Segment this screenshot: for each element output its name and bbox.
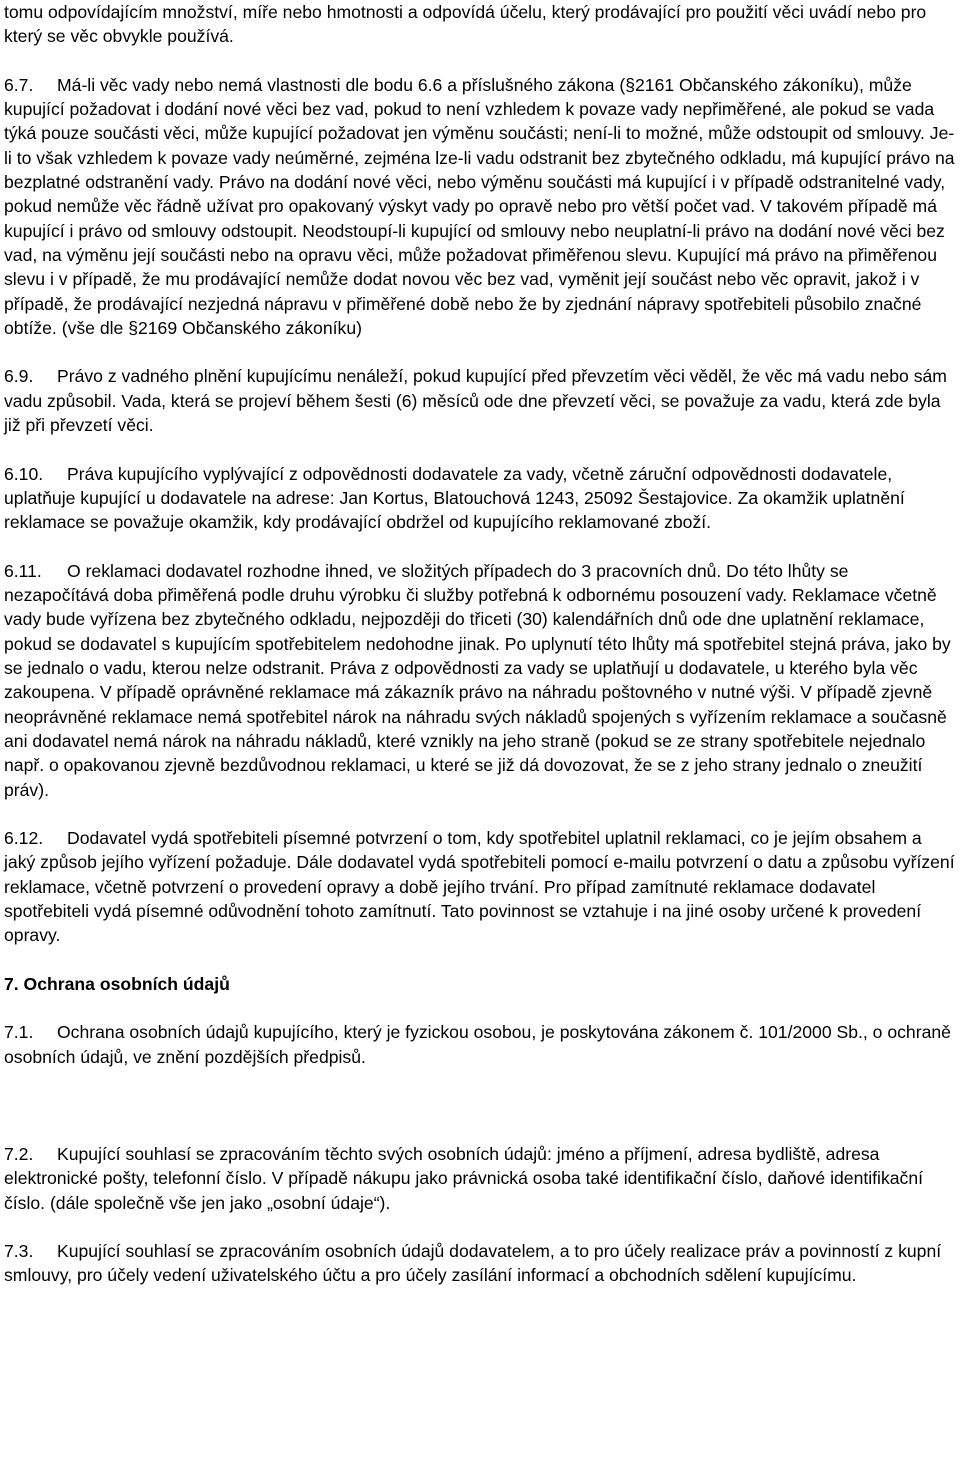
- document-page: [4, 0, 956, 1288]
- paragraph-text: Práva kupujícího vyplývající z odpovědnosti dodavatele za vady, včetně záruční odpovědnosti dodavatele, uplatňuje kupující u dodavatele na adrese: Jan Kortus, Blatouchová 1243, 25092 Šestajovice. Za okamžik uplatnění reklamace se považuje okamžik, kdy prodávající obdržel od kupujícího reklamované zboží.: [4, 463, 905, 533]
- paragraph-7-1: [4, 1020, 956, 1069]
- paragraph-text: Kupující souhlasí se zpracováním osobních údajů dodavatelem, a to pro účely realizace práv a povinností z kupní smlouvy, pro účely vedení uživatelského účtu a pro účely zasílání informací a obchodních sdělení kupujícímu.: [4, 1241, 942, 1286]
- paragraph-number: 7.2.: [4, 1143, 34, 1164]
- paragraph-6-7: [4, 73, 956, 340]
- paragraph-6-12: [4, 826, 956, 947]
- paragraph-7-2: [4, 1142, 956, 1215]
- paragraph-number: 6.11.: [4, 560, 42, 581]
- paragraph-text: O reklamaci dodavatel rozhodne ihned, ve složitých případech do 3 pracovních dnů. Do této lhůty se nezapočítává doba přiměřená podle druhu výrobku či služby potřebná k odbornému posouzení vady. Reklamace včetně vady bude vyřízena bez zbytečného odkladu, nejpozději do třiceti (30) kalendářních dnů ode dne uplatnění reklamace, pokud se dodavatel s kupujícím spotřebitelem nedohodne jinak. Po uplynutí této lhůty má spotřebitel stejná práva, jako by se jednalo o vadu, kterou nelze odstranit. Práva z odpovědnosti za vady se uplatňují u dodavatele, u kterého byla věc zakoupena. V případě oprávněné reklamace má zákazník právo na náhradu poštovného v nutné výši. V případě zjevně neoprávněné reklamace nemá spotřebitel nárok na náhradu svých nákladů spojených s vyřízením reklamace a současně ani dodavatel nemá nárok na náhradu nákladů, které vznikly na jeho straně (pokud se ze strany spotřebitele nejednalo např. o opakovanou zjevně bezdůvodnou reklamaci, u které se již dá dovozovat, že se z jeho strany jednalo o zneužití práv).: [4, 560, 951, 800]
- paragraph-text: Má-li věc vady nebo nemá vlastnosti dle bodu 6.6 a příslušného zákona (§2161 Občanského zákoníku), může kupující požadovat i dodání nové věci bez vad, pokud to není vzhledem k povaze vady nepřiměřené, ale pokud se vada týká pouze součásti věci, může kupující požadovat jen výměnu součásti; není-li to možné, může odstoupit od smlouvy. Je-li to však vzhledem k povaze vady neúměrné, zejména lze-li vadu odstranit bez zbytečného odkladu, má kupující právo na bezplatné odstranění vady. Právo na dodání nové věci, nebo výměnu součásti má kupující i v případě odstranitelné vady, pokud nemůže věc řádně užívat pro opakovaný výskyt vady po opravě nebo pro větší počet vad. V takovém případě má kupující i právo od smlouvy odstoupit. Neodstoupí-li kupující od smlouvy nebo neuplatní-li právo na dodání nové věci bez vad, na výměnu její součásti nebo na opravu věci, může požadovat přiměřenou slevu. Kupující má právo na přiměřenou slevu i v případě, že mu prodávající nemůže dodat novou věc bez vad, vyměnit její součást nebo věc opravit, jakož i v případě, že prodávající nezjedná nápravu v přiměřené době nebo že by zjednání nápravy spotřebiteli působilo značné obtíže. (vše dle §2169 Občanského zákoníku): [4, 74, 955, 338]
- paragraph-text: Kupující souhlasí se zpracováním těchto svých osobních údajů: jméno a příjmení, adresa bydliště, adresa elektronické pošty, telefonní číslo. V případě nákupu jako právnická osoba také identifikační číslo, daňové identifikační číslo. (dále společně vše jen jako „osobní údaje“).: [4, 1143, 923, 1213]
- continuation-paragraph: tomu odpovídajícím množství, míře nebo hmotnosti a odpovídá účelu, který prodávající pro použití věci uvádí nebo pro který se věc obvykle používá.: [4, 2, 927, 47]
- paragraph-number: 7.1.: [4, 1022, 34, 1043]
- paragraph-number: 6.9.: [4, 366, 34, 387]
- paragraph-number: 6.12.: [4, 828, 44, 849]
- paragraph-number: 6.7.: [4, 74, 34, 95]
- paragraph-number: 7.3.: [4, 1241, 34, 1262]
- paragraph-text: Právo z vadného plnění kupujícímu nenáleží, pokud kupující před převzetím věci věděl, že věc má vadu nebo sám vadu způsobil. Vada, která se projeví během šesti (6) měsíců ode dne převzetí věci, se považuje za vadu, která zde byla již při převzetí věci.: [4, 366, 947, 436]
- paragraph-text: Dodavatel vydá spotřebiteli písemné potvrzení o tom, kdy spotřebitel uplatnil reklamaci, co je jejím obsahem a jaký způsob jejího vyřízení požaduje. Dále dodavatel vydá spotřebiteli pomocí e-mailu potvrzení o datu a způsobu vyřízení reklamace, včetně potvrzení o provedení opravy a době jejího trvání. Pro případ zamítnuté reklamace dodavatel spotřebiteli vydá písemné odůvodnění tohoto zamítnutí. Tato povinnost se vztahuje i na jiné osoby určené k provedení opravy.: [4, 828, 955, 946]
- paragraph-7-3: [4, 1239, 956, 1288]
- paragraph-number: 6.10.: [4, 463, 44, 484]
- paragraph-text: Ochrana osobních údajů kupujícího, který je fyzickou osobou, je poskytována zákonem č. 101/2000 Sb., o ochraně osobních údajů, ve znění pozdějších předpisů.: [4, 1022, 951, 1067]
- section-heading: 7. Ochrana osobních údajů: [4, 973, 230, 994]
- paragraph-6-9: [4, 364, 956, 437]
- paragraph-6-11: [4, 559, 956, 802]
- paragraph-6-10: [4, 462, 956, 535]
